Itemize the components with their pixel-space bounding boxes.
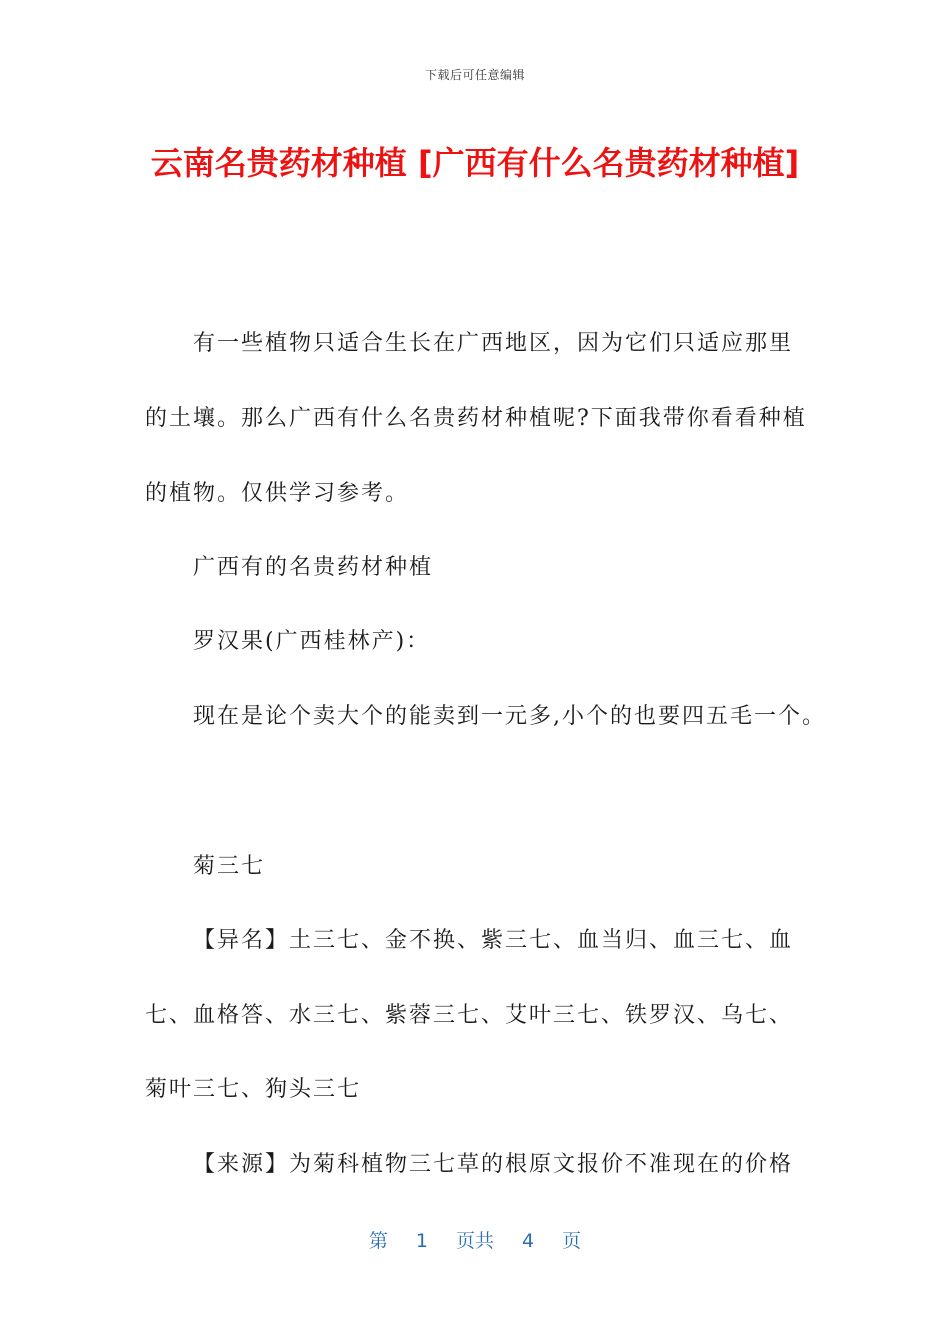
paragraph-line: 罗汉果(广西桂林产)： bbox=[193, 629, 431, 654]
footer-total-pages: 4 bbox=[522, 1230, 535, 1252]
document-title: 云南名贵药材种植 [广西有什么名贵药材种植] bbox=[150, 144, 800, 182]
footer-middle: 页共 bbox=[455, 1230, 494, 1252]
paragraph-line: 现在是论个卖大个的能卖到一元多,小个的也要四五毛一个。 bbox=[193, 704, 826, 729]
footer-suffix: 页 bbox=[562, 1230, 582, 1252]
paragraph-line: 七、血格答、水三七、紫蓉三七、艾叶三七、铁罗汉、乌七、 bbox=[145, 1003, 794, 1028]
page-footer bbox=[0, 1226, 950, 1253]
footer-prefix: 第 bbox=[368, 1230, 388, 1252]
paragraph-line: 的土壤。那么广西有什么名贵药材种植呢?下面我带你看看种植 bbox=[145, 406, 807, 431]
paragraph-line: 【来源】为菊科植物三七草的根原文报价不准现在的价格 bbox=[193, 1152, 794, 1177]
paragraph-line: 【异名】土三七、金不换、紫三七、血当归、血三七、血 bbox=[193, 928, 794, 953]
header-note: 下载后可任意编辑 bbox=[424, 68, 525, 82]
section-heading: 广西有的名贵药材种植 bbox=[193, 555, 434, 580]
paragraph-line: 的植物。仅供学习参考。 bbox=[145, 481, 410, 506]
paragraph-line: 有一些植物只适合生长在广西地区，因为它们只适应那里 bbox=[193, 331, 794, 356]
paragraph-line: 菊叶三七、狗头三七 bbox=[145, 1077, 362, 1102]
section-heading: 菊三七 bbox=[193, 854, 266, 879]
footer-page-number: 1 bbox=[415, 1230, 428, 1252]
